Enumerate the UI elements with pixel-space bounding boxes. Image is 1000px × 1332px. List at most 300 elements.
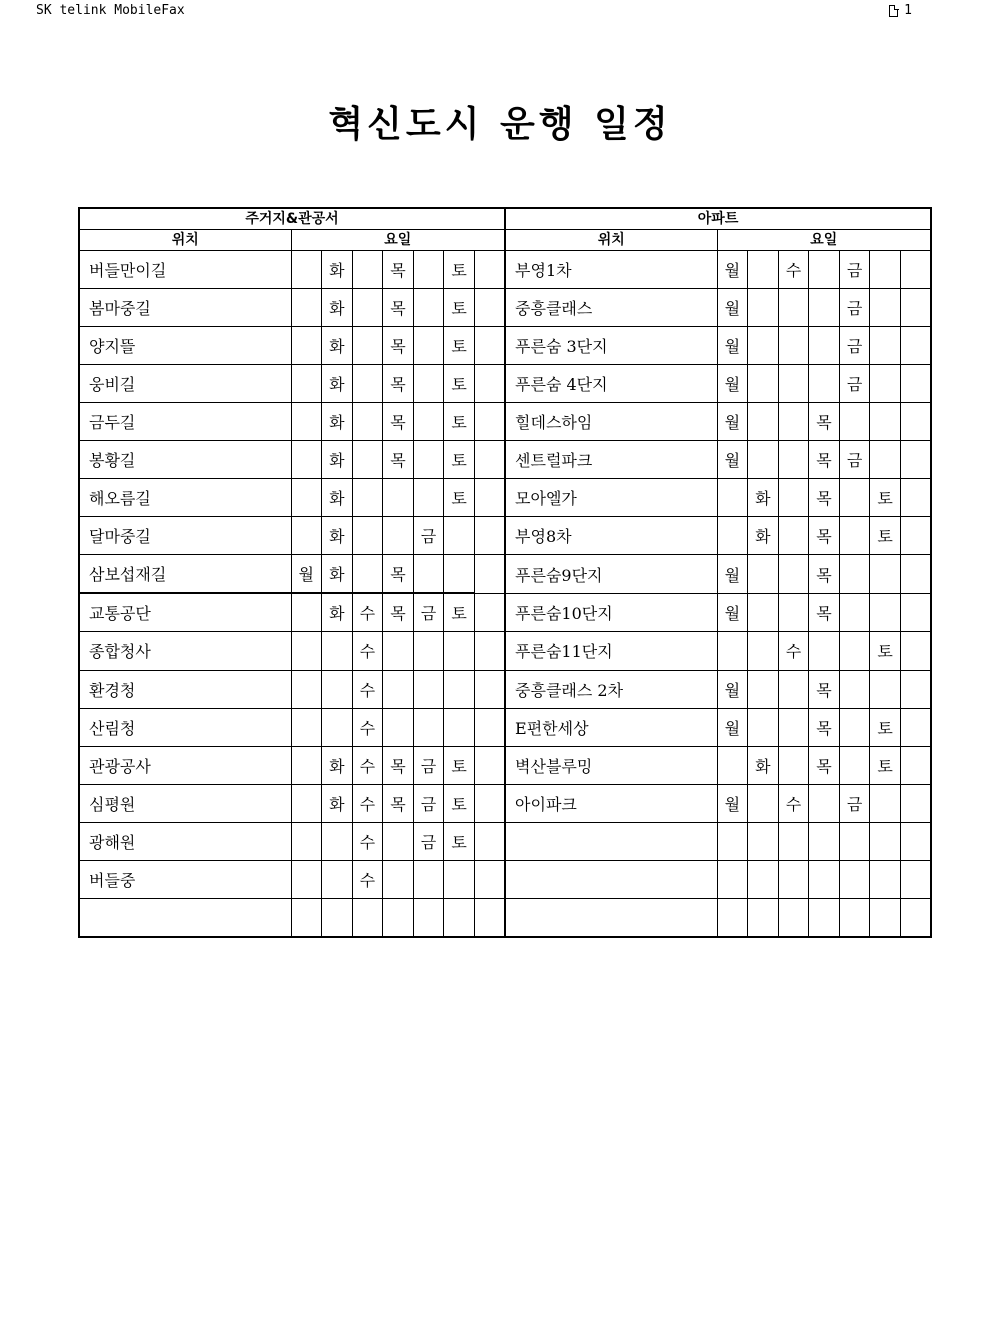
day-cell: 화 (322, 784, 353, 822)
day-cell (413, 898, 444, 937)
day-cell: 화 (322, 365, 353, 403)
day-cell (413, 555, 444, 594)
day-cell (291, 784, 322, 822)
day-cell (413, 708, 444, 746)
day-cell (352, 365, 383, 403)
day-cell: 금 (839, 289, 870, 327)
location-cell: 종합청사 (79, 632, 291, 670)
group-header-apartment: 아파트 (505, 208, 931, 230)
apartment-location-cell: 푸른숨 3단지 (505, 327, 717, 365)
day-cell (474, 327, 505, 365)
day-cell (900, 479, 931, 517)
day-cell (778, 289, 809, 327)
day-cell (809, 898, 840, 937)
day-cell: 토 (444, 441, 475, 479)
table-row (79, 327, 931, 365)
day-cell (291, 517, 322, 555)
column-header-days: 요일 (291, 230, 505, 251)
day-cell: 월 (717, 708, 748, 746)
day-cell (291, 670, 322, 708)
location-cell: 웅비길 (79, 365, 291, 403)
day-cell: 월 (717, 441, 748, 479)
apartment-location-cell: 아이파크 (505, 784, 717, 822)
day-cell: 수 (352, 784, 383, 822)
apartment-location-cell: 중흥클래스 (505, 289, 717, 327)
day-cell (383, 632, 414, 670)
day-cell (291, 441, 322, 479)
day-cell (839, 860, 870, 898)
day-cell (748, 708, 779, 746)
day-cell (870, 555, 901, 594)
day-cell: 토 (444, 593, 475, 632)
day-cell: 토 (870, 632, 901, 670)
day-cell (474, 632, 505, 670)
day-cell (291, 365, 322, 403)
day-cell: 수 (352, 822, 383, 860)
day-cell (444, 632, 475, 670)
day-cell (809, 289, 840, 327)
location-cell: 달마중길 (79, 517, 291, 555)
day-cell: 금 (413, 746, 444, 784)
day-cell: 수 (352, 708, 383, 746)
table-row (79, 555, 931, 594)
day-cell (809, 365, 840, 403)
location-cell: 심평원 (79, 784, 291, 822)
day-cell (352, 327, 383, 365)
day-cell (322, 632, 353, 670)
day-cell (413, 289, 444, 327)
day-cell: 금 (839, 441, 870, 479)
day-cell (900, 632, 931, 670)
day-cell (474, 365, 505, 403)
day-cell (717, 746, 748, 784)
day-cell: 목 (809, 593, 840, 632)
day-cell: 화 (322, 251, 353, 289)
day-cell (474, 517, 505, 555)
day-cell (291, 251, 322, 289)
day-cell (474, 708, 505, 746)
day-cell (900, 860, 931, 898)
table-row (79, 251, 931, 289)
day-cell: 목 (383, 403, 414, 441)
day-cell: 금 (413, 593, 444, 632)
day-cell (839, 898, 870, 937)
day-cell (444, 555, 475, 594)
day-cell (413, 479, 444, 517)
table-row (79, 822, 931, 860)
day-cell (748, 784, 779, 822)
day-cell: 토 (870, 517, 901, 555)
day-cell: 월 (717, 555, 748, 594)
day-cell: 화 (322, 327, 353, 365)
location-cell: 삼보섭재길 (79, 555, 291, 594)
day-cell (809, 784, 840, 822)
day-cell (413, 251, 444, 289)
page-title: 혁신도시 운행 일정 (328, 104, 672, 145)
day-cell (870, 403, 901, 441)
day-cell: 월 (717, 784, 748, 822)
day-cell (748, 670, 779, 708)
day-cell (809, 251, 840, 289)
day-cell (291, 632, 322, 670)
day-cell (870, 327, 901, 365)
day-cell: 월 (717, 289, 748, 327)
day-cell (870, 365, 901, 403)
apartment-location-cell (505, 898, 717, 937)
day-cell: 토 (444, 289, 475, 327)
day-cell (900, 784, 931, 822)
day-cell (900, 403, 931, 441)
day-cell: 금 (839, 327, 870, 365)
location-cell: 양지뜰 (79, 327, 291, 365)
day-cell (900, 746, 931, 784)
table-row (79, 784, 931, 822)
day-cell (809, 632, 840, 670)
apartment-location-cell: 센트럴파크 (505, 441, 717, 479)
day-cell (413, 632, 444, 670)
day-cell: 화 (322, 593, 353, 632)
apartment-location-cell: 모아엘가 (505, 479, 717, 517)
apartment-location-cell (505, 860, 717, 898)
table-row (79, 632, 931, 670)
day-cell (748, 593, 779, 632)
day-cell (870, 593, 901, 632)
table-row (79, 517, 931, 555)
day-cell (748, 632, 779, 670)
day-cell: 수 (352, 632, 383, 670)
day-cell (474, 746, 505, 784)
day-cell: 토 (444, 479, 475, 517)
day-cell (748, 898, 779, 937)
day-cell: 수 (352, 860, 383, 898)
day-cell (291, 403, 322, 441)
day-cell (900, 708, 931, 746)
day-cell (474, 403, 505, 441)
day-cell: 화 (322, 441, 353, 479)
day-cell: 목 (383, 593, 414, 632)
day-cell: 목 (383, 365, 414, 403)
apartment-location-cell: 푸른숨9단지 (505, 555, 717, 594)
day-cell (870, 289, 901, 327)
day-cell (778, 327, 809, 365)
day-cell: 금 (839, 365, 870, 403)
day-cell (322, 708, 353, 746)
location-cell: 교통공단 (79, 593, 291, 632)
day-cell (383, 860, 414, 898)
day-cell (778, 441, 809, 479)
table-row (79, 860, 931, 898)
day-cell (748, 251, 779, 289)
day-cell (900, 898, 931, 937)
table-row (79, 365, 931, 403)
day-cell: 수 (352, 593, 383, 632)
location-cell: 봄마중길 (79, 289, 291, 327)
day-cell: 목 (383, 441, 414, 479)
day-cell: 금 (839, 784, 870, 822)
day-cell (748, 289, 779, 327)
day-cell (383, 517, 414, 555)
day-cell (778, 517, 809, 555)
day-cell: 수 (352, 670, 383, 708)
column-header-location: 위치 (79, 230, 291, 251)
location-cell: 금두길 (79, 403, 291, 441)
day-cell: 화 (322, 289, 353, 327)
day-cell: 화 (322, 555, 353, 594)
day-cell (870, 251, 901, 289)
day-cell (474, 289, 505, 327)
day-cell: 수 (778, 251, 809, 289)
day-cell (839, 822, 870, 860)
day-cell (474, 479, 505, 517)
day-cell (778, 860, 809, 898)
day-cell (778, 670, 809, 708)
location-cell: 봉황길 (79, 441, 291, 479)
day-cell: 목 (383, 327, 414, 365)
location-cell: 환경청 (79, 670, 291, 708)
day-cell (717, 517, 748, 555)
day-cell (322, 822, 353, 860)
location-cell: 산림청 (79, 708, 291, 746)
day-cell: 월 (717, 365, 748, 403)
day-cell: 토 (444, 784, 475, 822)
table-row (79, 403, 931, 441)
table-row (79, 479, 931, 517)
day-cell (809, 822, 840, 860)
apartment-location-cell: 푸른숨11단지 (505, 632, 717, 670)
apartment-location-cell: 힐데스하임 (505, 403, 717, 441)
day-cell (383, 898, 414, 937)
day-cell (352, 555, 383, 594)
page-number: 1 (904, 3, 912, 18)
day-cell (291, 822, 322, 860)
day-cell (383, 822, 414, 860)
day-cell (291, 327, 322, 365)
schedule-table (78, 207, 932, 938)
day-cell (383, 479, 414, 517)
day-cell (291, 289, 322, 327)
day-cell (839, 746, 870, 784)
day-cell (900, 517, 931, 555)
day-cell (474, 251, 505, 289)
day-cell (900, 555, 931, 594)
day-cell: 목 (809, 441, 840, 479)
day-cell: 토 (444, 822, 475, 860)
day-cell (474, 822, 505, 860)
day-cell (748, 555, 779, 594)
day-cell (717, 822, 748, 860)
day-cell: 화 (322, 517, 353, 555)
day-cell: 목 (809, 746, 840, 784)
location-cell: 관광공사 (79, 746, 291, 784)
day-cell (839, 479, 870, 517)
day-cell: 토 (444, 251, 475, 289)
table-row (79, 898, 931, 937)
day-cell (717, 632, 748, 670)
day-cell: 목 (809, 403, 840, 441)
table-row (79, 708, 931, 746)
page-indicator (889, 2, 912, 20)
day-cell (748, 822, 779, 860)
day-cell (474, 593, 505, 632)
day-cell (444, 708, 475, 746)
day-cell (352, 289, 383, 327)
day-cell: 목 (383, 746, 414, 784)
day-cell: 월 (717, 670, 748, 708)
apartment-location-cell (505, 822, 717, 860)
location-cell: 광해원 (79, 822, 291, 860)
day-cell: 금 (413, 822, 444, 860)
day-cell (778, 403, 809, 441)
day-cell (900, 365, 931, 403)
day-cell (839, 708, 870, 746)
day-cell: 화 (748, 479, 779, 517)
day-cell: 토 (444, 327, 475, 365)
day-cell: 토 (870, 708, 901, 746)
location-cell (79, 898, 291, 937)
day-cell (717, 860, 748, 898)
day-cell (717, 898, 748, 937)
table-row (79, 441, 931, 479)
day-cell (748, 860, 779, 898)
day-cell (839, 517, 870, 555)
day-cell: 수 (778, 632, 809, 670)
day-cell: 목 (809, 517, 840, 555)
day-cell (444, 670, 475, 708)
day-cell (778, 593, 809, 632)
day-cell: 목 (809, 479, 840, 517)
day-cell: 화 (322, 403, 353, 441)
page-icon (889, 5, 898, 17)
apartment-location-cell: 중흥클래스 2차 (505, 670, 717, 708)
fax-header (36, 2, 912, 20)
day-cell: 월 (717, 251, 748, 289)
day-cell (413, 403, 444, 441)
day-cell (839, 555, 870, 594)
day-cell: 목 (383, 289, 414, 327)
day-cell (444, 517, 475, 555)
day-cell: 금 (839, 251, 870, 289)
day-cell (839, 593, 870, 632)
location-cell: 버들만이길 (79, 251, 291, 289)
day-cell (900, 593, 931, 632)
day-cell (291, 898, 322, 937)
day-cell (322, 860, 353, 898)
day-cell: 목 (809, 670, 840, 708)
day-cell (291, 708, 322, 746)
day-cell (474, 898, 505, 937)
day-cell: 목 (809, 708, 840, 746)
day-cell (870, 784, 901, 822)
day-cell: 화 (322, 479, 353, 517)
day-cell (322, 898, 353, 937)
day-cell (748, 441, 779, 479)
day-cell: 토 (870, 479, 901, 517)
day-cell (352, 479, 383, 517)
day-cell (870, 860, 901, 898)
day-cell: 화 (748, 517, 779, 555)
day-cell (352, 898, 383, 937)
column-header-days: 요일 (717, 230, 931, 251)
apartment-location-cell: 푸른숨10단지 (505, 593, 717, 632)
day-cell (809, 860, 840, 898)
apartment-location-cell: 벽산블루밍 (505, 746, 717, 784)
column-header-location: 위치 (505, 230, 717, 251)
table-row (79, 746, 931, 784)
day-cell: 금 (413, 784, 444, 822)
day-cell (778, 822, 809, 860)
day-cell (778, 708, 809, 746)
day-cell (748, 365, 779, 403)
day-cell (748, 327, 779, 365)
day-cell: 목 (383, 251, 414, 289)
apartment-location-cell: E편한세상 (505, 708, 717, 746)
day-cell (352, 251, 383, 289)
day-cell (474, 441, 505, 479)
day-cell (900, 327, 931, 365)
day-cell: 월 (291, 555, 322, 594)
day-cell (900, 822, 931, 860)
day-cell (778, 365, 809, 403)
day-cell (474, 555, 505, 594)
day-cell (839, 670, 870, 708)
day-cell (413, 860, 444, 898)
day-cell (352, 441, 383, 479)
apartment-location-cell: 부영1차 (505, 251, 717, 289)
group-header-residential: 주거지&관공서 (79, 208, 505, 230)
day-cell (383, 670, 414, 708)
day-cell: 화 (322, 746, 353, 784)
day-cell (413, 327, 444, 365)
day-cell (870, 822, 901, 860)
day-cell: 월 (717, 593, 748, 632)
day-cell (383, 708, 414, 746)
day-cell (839, 403, 870, 441)
day-cell: 금 (413, 517, 444, 555)
day-cell (778, 898, 809, 937)
day-cell: 월 (717, 403, 748, 441)
day-cell (778, 479, 809, 517)
day-cell (778, 746, 809, 784)
day-cell: 수 (778, 784, 809, 822)
day-cell: 목 (383, 784, 414, 822)
day-cell (900, 251, 931, 289)
table-row (79, 593, 931, 632)
apartment-location-cell: 푸른숨 4단지 (505, 365, 717, 403)
day-cell (870, 670, 901, 708)
day-cell (717, 479, 748, 517)
day-cell (900, 670, 931, 708)
day-cell: 목 (809, 555, 840, 594)
day-cell (900, 289, 931, 327)
day-cell (900, 441, 931, 479)
day-cell (809, 327, 840, 365)
day-cell: 토 (870, 746, 901, 784)
day-cell (474, 860, 505, 898)
day-cell: 월 (717, 327, 748, 365)
fax-app-name: SK telink MobileFax (36, 3, 185, 18)
day-cell: 토 (444, 365, 475, 403)
day-cell (291, 479, 322, 517)
day-cell (748, 403, 779, 441)
location-cell: 버들중 (79, 860, 291, 898)
day-cell (778, 555, 809, 594)
day-cell (413, 441, 444, 479)
day-cell (474, 670, 505, 708)
day-cell (474, 784, 505, 822)
day-cell (413, 670, 444, 708)
table-row (79, 670, 931, 708)
day-cell: 토 (444, 746, 475, 784)
